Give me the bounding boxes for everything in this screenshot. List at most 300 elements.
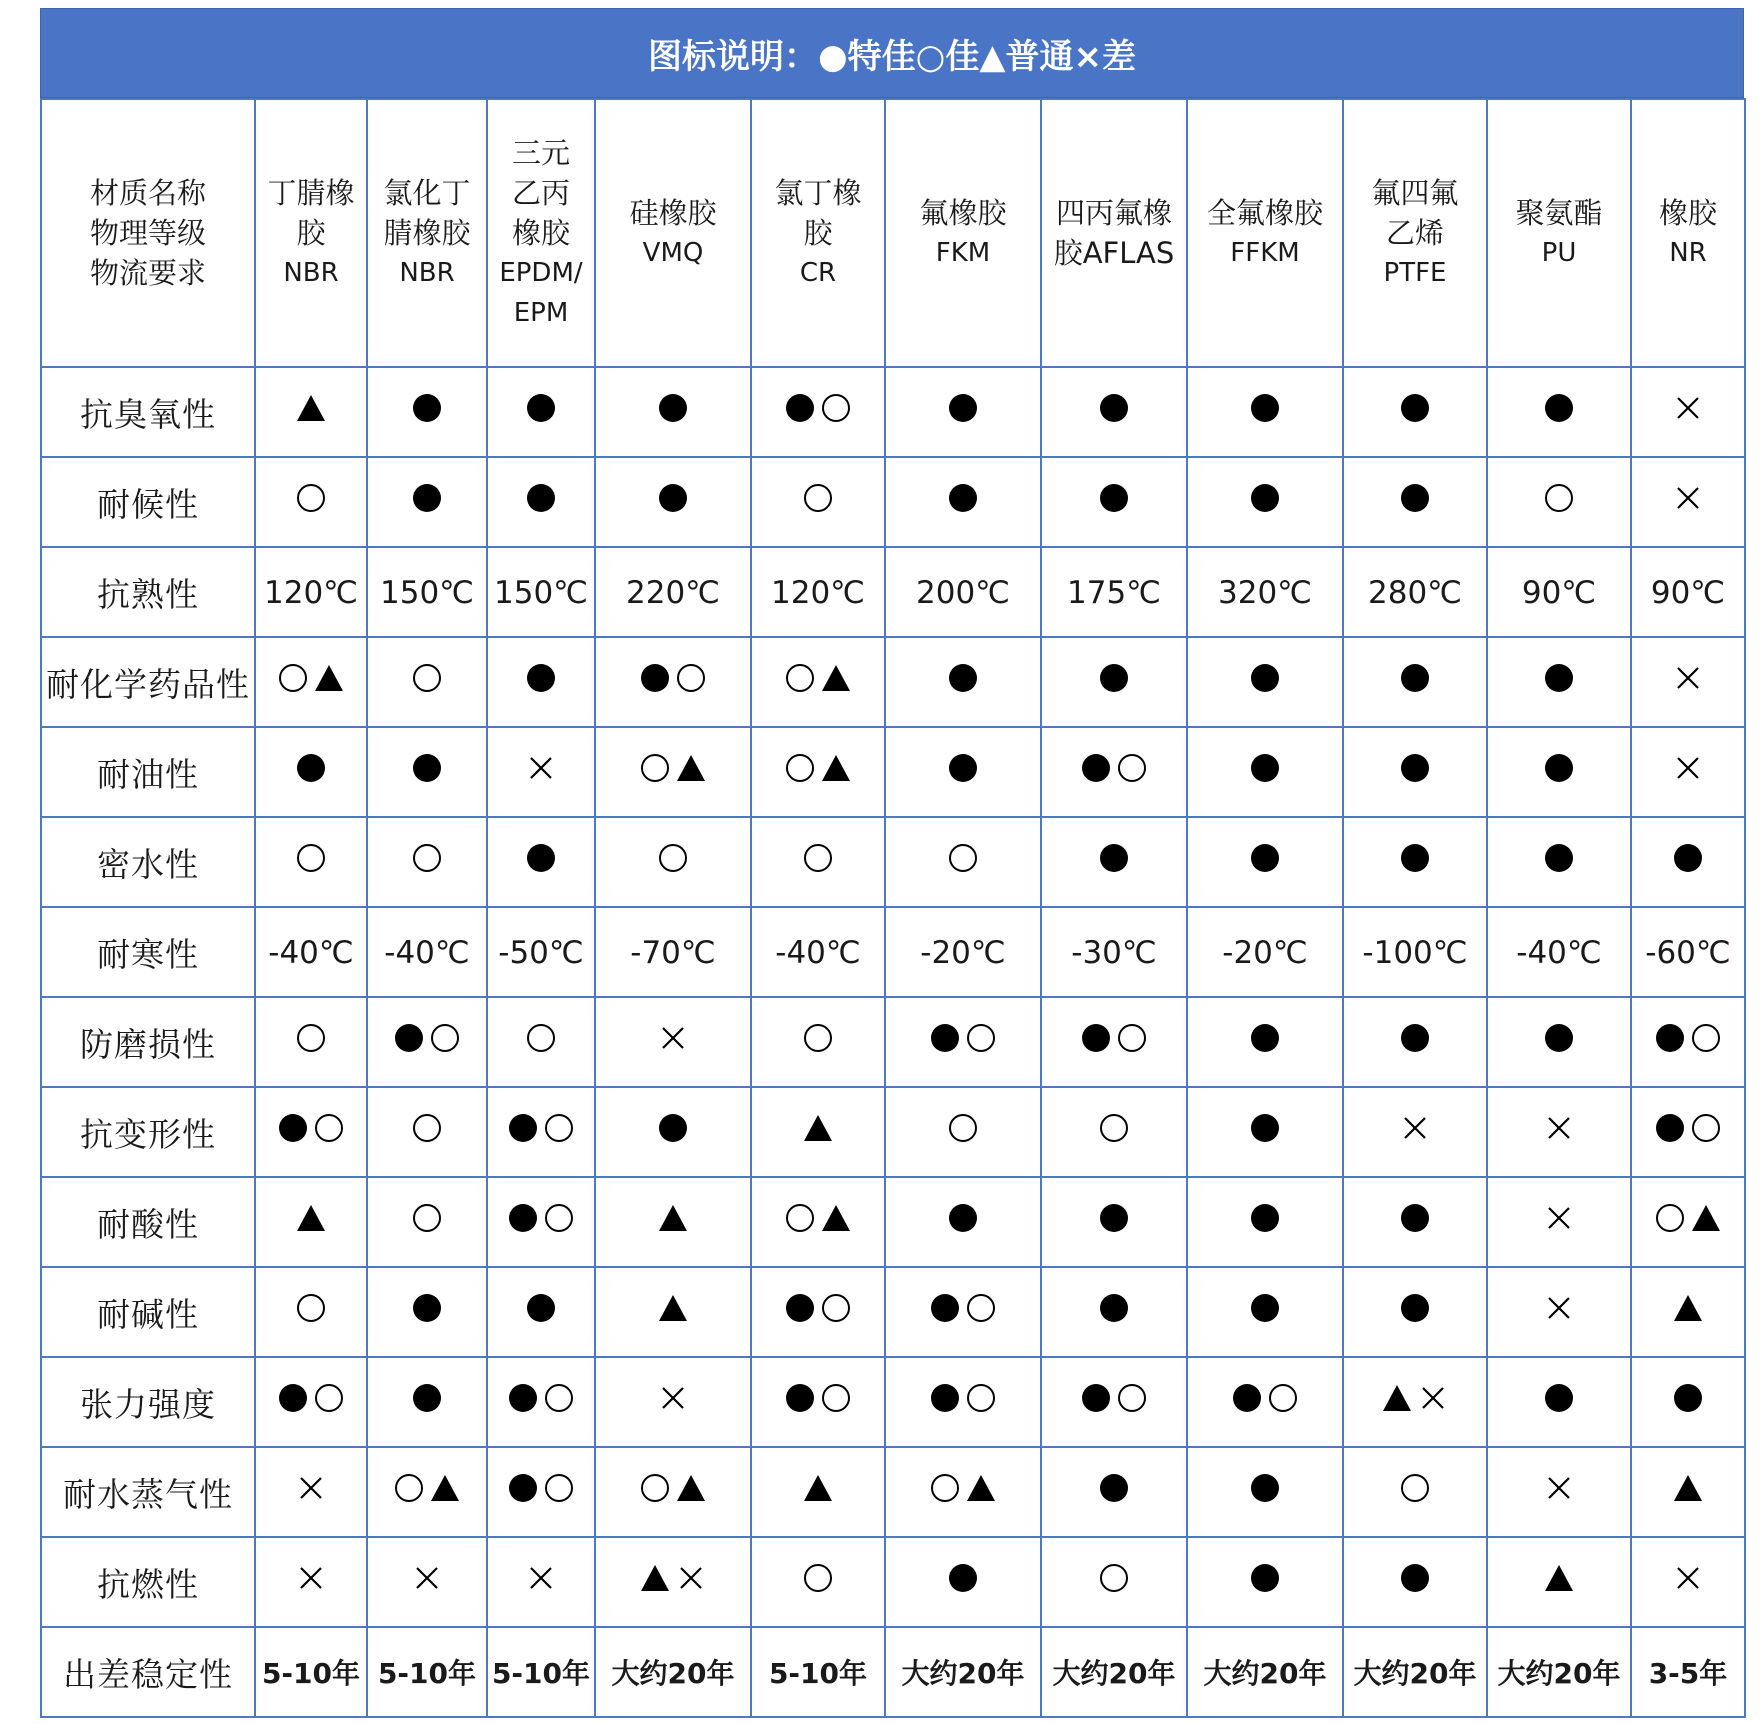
column-code: FKM <box>935 238 991 268</box>
rating-symbols <box>1248 391 1282 425</box>
header-row <box>41 99 1745 367</box>
cross-icon <box>1671 751 1705 785</box>
rating-symbols <box>1542 1201 1576 1235</box>
rating-cell <box>1487 637 1631 727</box>
cross-icon <box>294 1561 328 1595</box>
rating-symbols <box>1248 661 1282 695</box>
filled-circle-icon <box>1097 481 1131 515</box>
filled-circle-icon <box>1542 391 1576 425</box>
row-label: 防磨损性 <box>41 997 255 1087</box>
hollow-circle-icon <box>656 841 690 875</box>
rating-cell <box>885 817 1041 907</box>
triangle-icon <box>801 1471 835 1505</box>
hollow-circle-icon <box>1653 1201 1687 1235</box>
cross-icon <box>674 1561 708 1595</box>
filled-circle-icon <box>656 481 690 515</box>
column-code: EPDM/ <box>499 258 583 288</box>
rating-value: -30℃ <box>1071 935 1157 971</box>
rating-symbols <box>276 661 346 695</box>
cross-icon <box>1542 1471 1576 1505</box>
triangle-icon <box>674 1471 708 1505</box>
rating-cell <box>367 907 487 997</box>
rating-cell <box>487 1177 595 1267</box>
column-name-line: 胶 <box>803 216 833 250</box>
column-name-line: 全氟橡胶 <box>1206 196 1323 230</box>
filled-circle-icon <box>946 481 980 515</box>
rating-cell <box>1187 1447 1343 1537</box>
filled-circle-icon <box>524 661 558 695</box>
row-label: 耐寒性 <box>41 907 255 997</box>
rating-symbols <box>410 1201 444 1235</box>
rating-symbols <box>294 1561 328 1595</box>
rating-cell <box>885 1177 1041 1267</box>
rating-cell <box>1041 1267 1187 1357</box>
filled-circle-icon <box>1398 1291 1432 1325</box>
rating-cell <box>255 727 367 817</box>
filled-circle-icon <box>506 1381 540 1415</box>
rating-symbols <box>1398 1471 1432 1505</box>
hollow-circle-icon <box>294 1291 328 1325</box>
triangle-icon <box>1671 1291 1705 1325</box>
rating-value: 220℃ <box>626 575 720 611</box>
filled-circle-icon <box>1542 1381 1576 1415</box>
filled-circle-icon <box>946 1201 980 1235</box>
rating-symbols <box>1542 1381 1576 1415</box>
rating-cell <box>1041 1537 1187 1627</box>
rating-symbols <box>1671 661 1705 695</box>
hollow-circle-icon <box>542 1381 576 1415</box>
column-name-line: 聚氨酯 <box>1515 196 1603 230</box>
rating-cell <box>1487 1267 1631 1357</box>
rating-cell <box>885 1087 1041 1177</box>
rating-symbols <box>1542 1111 1576 1145</box>
filled-circle-icon <box>1097 391 1131 425</box>
rating-symbols <box>1248 481 1282 515</box>
rating-cell <box>1487 457 1631 547</box>
cross-icon <box>1542 1291 1576 1325</box>
rating-cell <box>1187 817 1343 907</box>
rating-symbols <box>524 391 558 425</box>
rating-cell <box>595 1537 751 1627</box>
column-code: CR <box>799 258 837 288</box>
rating-cell <box>1041 367 1187 457</box>
rating-value: -70℃ <box>630 935 716 971</box>
corner-line: 物流要求 <box>89 256 206 290</box>
table-row <box>41 547 1745 637</box>
hollow-circle-icon <box>801 841 835 875</box>
rating-cell <box>1041 1177 1187 1267</box>
rating-cell <box>1187 367 1343 457</box>
table-row <box>41 1447 1745 1537</box>
cross-icon <box>410 1561 444 1595</box>
triangle-icon <box>656 1291 690 1325</box>
column-header <box>255 99 367 367</box>
hollow-circle-icon <box>783 661 817 695</box>
rating-symbols <box>656 1021 690 1055</box>
rating-symbols <box>294 1021 328 1055</box>
column-name-line: 氟四氟 <box>1371 176 1459 210</box>
rating-cell <box>1187 907 1343 997</box>
corner-line: 物理等级 <box>89 216 206 250</box>
filled-circle-icon <box>410 751 444 785</box>
rating-symbols <box>1542 751 1576 785</box>
column-name-line: 丁腈橡 <box>267 176 355 210</box>
rating-cell <box>595 547 751 637</box>
rating-cell <box>255 1537 367 1627</box>
table-row <box>41 457 1745 547</box>
rating-cell <box>255 907 367 997</box>
rubber-material-sheet <box>40 8 1744 1718</box>
rating-cell <box>1187 1537 1343 1627</box>
rating-symbols <box>783 661 853 695</box>
rating-symbols <box>783 1291 853 1325</box>
rating-value: 280℃ <box>1368 575 1462 611</box>
rating-cell <box>595 1177 751 1267</box>
rating-cell <box>487 547 595 637</box>
hollow-circle-icon <box>1542 481 1576 515</box>
rating-symbols <box>1248 1111 1282 1145</box>
legend-text: 图标说明：●特佳○佳▲普通×差 <box>648 36 1136 77</box>
rating-cell <box>885 1357 1041 1447</box>
rating-symbols <box>946 751 980 785</box>
rating-symbols <box>656 1291 690 1325</box>
rating-symbols <box>524 751 558 785</box>
rating-symbols <box>410 661 444 695</box>
rating-symbols <box>410 481 444 515</box>
rating-symbols <box>1398 481 1432 515</box>
column-header <box>595 99 751 367</box>
rating-symbols <box>410 1111 444 1145</box>
filled-circle-icon <box>656 391 690 425</box>
cross-icon <box>524 751 558 785</box>
filled-circle-icon <box>506 1201 540 1235</box>
rating-cell <box>367 547 487 637</box>
rating-cell <box>751 817 885 907</box>
triangle-icon <box>1542 1561 1576 1595</box>
filled-circle-icon <box>1671 1381 1705 1415</box>
rating-symbols <box>276 1111 346 1145</box>
column-header <box>751 99 885 367</box>
rating-symbols <box>946 391 980 425</box>
rating-symbols <box>928 1021 998 1055</box>
table-row <box>41 997 1745 1087</box>
hollow-circle-icon <box>1097 1561 1131 1595</box>
rating-cell <box>1041 727 1187 817</box>
filled-circle-icon <box>1248 1561 1282 1595</box>
filled-circle-icon <box>294 751 328 785</box>
hollow-circle-icon <box>276 661 310 695</box>
rating-cell <box>1343 727 1487 817</box>
filled-circle-icon <box>1398 661 1432 695</box>
rating-cell <box>751 1087 885 1177</box>
filled-circle-icon <box>506 1111 540 1145</box>
hollow-circle-icon <box>946 1111 980 1145</box>
rating-cell <box>367 997 487 1087</box>
rating-symbols <box>801 1021 835 1055</box>
rating-symbols <box>1248 1021 1282 1055</box>
rating-symbols <box>1671 481 1705 515</box>
rating-symbols <box>1079 751 1149 785</box>
filled-circle-icon <box>1097 1291 1131 1325</box>
filled-circle-icon <box>656 1111 690 1145</box>
rating-cell <box>1631 1177 1745 1267</box>
rating-cell <box>885 907 1041 997</box>
hollow-circle-icon <box>801 1561 835 1595</box>
cross-icon <box>1416 1381 1450 1415</box>
rating-symbols <box>928 1381 998 1415</box>
rating-cell <box>1187 637 1343 727</box>
filled-circle-icon <box>1079 1381 1113 1415</box>
table-row <box>41 817 1745 907</box>
filled-circle-icon <box>410 1291 444 1325</box>
rating-cell <box>1631 1087 1745 1177</box>
row-label: 抗变形性 <box>41 1087 255 1177</box>
rating-cell <box>751 367 885 457</box>
filled-circle-icon <box>1230 1381 1264 1415</box>
hollow-circle-icon <box>783 1201 817 1235</box>
hollow-circle-icon <box>294 841 328 875</box>
rating-symbols <box>392 1471 462 1505</box>
cross-icon <box>1671 1561 1705 1595</box>
filled-circle-icon <box>783 391 817 425</box>
rating-cell <box>1631 997 1745 1087</box>
rating-value: -20℃ <box>920 935 1006 971</box>
rating-cell <box>1631 367 1745 457</box>
hollow-circle-icon <box>428 1021 462 1055</box>
rating-cell <box>751 1447 885 1537</box>
column-code: NBR <box>399 258 455 288</box>
rating-symbols <box>656 1111 690 1145</box>
filled-circle-icon <box>1542 841 1576 875</box>
rating-symbols <box>1097 481 1131 515</box>
rating-symbols <box>1542 1561 1576 1595</box>
hollow-circle-icon <box>312 1381 346 1415</box>
rating-cell <box>751 1537 885 1627</box>
rating-cell <box>1343 1537 1487 1627</box>
rating-cell <box>255 1087 367 1177</box>
rating-symbols <box>1248 841 1282 875</box>
rating-value: 150℃ <box>380 575 474 611</box>
table-row <box>41 1537 1745 1627</box>
column-name-line: 硅橡胶 <box>629 196 717 230</box>
column-header <box>367 99 487 367</box>
row-label: 耐酸性 <box>41 1177 255 1267</box>
rating-symbols <box>1671 1471 1705 1505</box>
table-row <box>41 1177 1745 1267</box>
rating-symbols <box>506 1201 576 1235</box>
rating-symbols <box>1248 1201 1282 1235</box>
rating-cell <box>367 1537 487 1627</box>
rating-cell <box>1343 1177 1487 1267</box>
column-header <box>487 99 595 367</box>
rating-symbols <box>656 841 690 875</box>
filled-circle-icon <box>1653 1021 1687 1055</box>
rating-cell <box>1343 907 1487 997</box>
hollow-circle-icon <box>819 1291 853 1325</box>
row-label: 耐碱性 <box>41 1267 255 1357</box>
rating-symbols <box>801 1471 835 1505</box>
table-row <box>41 1357 1745 1447</box>
hollow-circle-icon <box>312 1111 346 1145</box>
rating-cell <box>1631 1267 1745 1357</box>
column-code: NR <box>1669 238 1707 268</box>
rating-cell <box>487 1087 595 1177</box>
hollow-circle-icon <box>410 661 444 695</box>
column-header <box>885 99 1041 367</box>
hollow-circle-icon <box>1689 1111 1723 1145</box>
rating-cell <box>1343 367 1487 457</box>
rating-symbols <box>1653 1021 1723 1055</box>
rating-cell <box>367 1357 487 1447</box>
rating-cell <box>1487 817 1631 907</box>
hollow-circle-icon <box>1097 1111 1131 1145</box>
filled-circle-icon <box>928 1021 962 1055</box>
rating-cell <box>595 727 751 817</box>
rating-cell <box>487 907 595 997</box>
rating-cell <box>751 997 885 1087</box>
rating-cell <box>751 1177 885 1267</box>
hollow-circle-icon <box>946 841 980 875</box>
filled-circle-icon <box>783 1291 817 1325</box>
rating-cell <box>1041 457 1187 547</box>
rating-cell <box>255 547 367 637</box>
filled-circle-icon <box>1248 1471 1282 1505</box>
rating-cell <box>1041 1357 1187 1447</box>
filled-circle-icon <box>1248 1021 1282 1055</box>
filled-circle-icon <box>1248 841 1282 875</box>
rating-cell <box>367 1087 487 1177</box>
rating-value: -40℃ <box>1516 935 1602 971</box>
rating-cell <box>1187 1357 1343 1447</box>
filled-circle-icon <box>1097 1201 1131 1235</box>
column-name-line: 氟橡胶 <box>919 196 1007 230</box>
rating-cell <box>1631 637 1745 727</box>
filled-circle-icon <box>928 1291 962 1325</box>
filled-circle-icon <box>946 391 980 425</box>
filled-circle-icon <box>1097 661 1131 695</box>
stability-cell: 5-10年 <box>751 1627 885 1717</box>
rating-cell <box>487 1357 595 1447</box>
rating-symbols <box>1671 391 1705 425</box>
rating-cell <box>487 1537 595 1627</box>
rating-cell <box>1487 727 1631 817</box>
triangle-icon <box>819 1201 853 1235</box>
rating-symbols <box>1097 1291 1131 1325</box>
cross-icon <box>1398 1111 1432 1145</box>
rating-cell <box>1631 457 1745 547</box>
filled-circle-icon <box>1653 1111 1687 1145</box>
column-code: PTFE <box>1383 258 1447 288</box>
hollow-circle-icon <box>524 1021 558 1055</box>
material-property-table <box>40 98 1746 1718</box>
rating-symbols <box>1230 1381 1300 1415</box>
rating-symbols <box>506 1471 576 1505</box>
filled-circle-icon <box>1671 841 1705 875</box>
filled-circle-icon <box>410 391 444 425</box>
rating-cell <box>885 997 1041 1087</box>
rating-symbols <box>946 481 980 515</box>
hollow-circle-icon <box>294 481 328 515</box>
table-row <box>41 907 1745 997</box>
rating-value: 90℃ <box>1650 575 1726 611</box>
rating-symbols <box>410 841 444 875</box>
rating-symbols <box>294 481 328 515</box>
cross-icon <box>294 1471 328 1505</box>
rating-cell <box>255 1267 367 1357</box>
filled-circle-icon <box>524 391 558 425</box>
row-label: 耐候性 <box>41 457 255 547</box>
filled-circle-icon <box>638 661 672 695</box>
rating-cell <box>1487 1447 1631 1537</box>
rating-symbols <box>410 1381 444 1415</box>
rating-symbols <box>1398 1201 1432 1235</box>
table-row <box>41 1087 1745 1177</box>
rating-cell <box>1041 637 1187 727</box>
rating-value: -60℃ <box>1645 935 1731 971</box>
filled-circle-icon <box>1248 1201 1282 1235</box>
rating-symbols <box>294 1201 328 1235</box>
row-label: 耐化学药品性 <box>41 637 255 727</box>
rating-cell <box>751 727 885 817</box>
rating-symbols <box>783 1381 853 1415</box>
hollow-circle-icon <box>964 1381 998 1415</box>
hollow-circle-icon <box>638 1471 672 1505</box>
rating-cell <box>751 457 885 547</box>
filled-circle-icon <box>1398 751 1432 785</box>
filled-circle-icon <box>1542 751 1576 785</box>
rating-symbols <box>294 1471 328 1505</box>
rating-cell <box>1041 547 1187 637</box>
stability-cell: 大约20年 <box>1487 1627 1631 1717</box>
rating-cell <box>1187 997 1343 1087</box>
rating-cell <box>1187 727 1343 817</box>
rating-symbols <box>1248 1561 1282 1595</box>
hollow-circle-icon <box>964 1021 998 1055</box>
row-label: 抗臭氧性 <box>41 367 255 457</box>
rating-value: 120℃ <box>264 575 358 611</box>
table-row <box>41 1267 1745 1357</box>
triangle-icon <box>1671 1471 1705 1505</box>
rating-value: -40℃ <box>775 935 861 971</box>
rating-value: -100℃ <box>1362 935 1468 971</box>
filled-circle-icon <box>946 751 980 785</box>
rating-cell <box>1487 1537 1631 1627</box>
rating-cell <box>1041 1087 1187 1177</box>
rating-symbols <box>946 1201 980 1235</box>
rating-symbols <box>1248 1291 1282 1325</box>
rating-symbols <box>1542 1291 1576 1325</box>
rating-symbols <box>410 1291 444 1325</box>
rating-symbols <box>801 481 835 515</box>
rating-cell <box>487 997 595 1087</box>
rating-cell <box>1343 637 1487 727</box>
rating-symbols <box>294 391 328 425</box>
filled-circle-icon <box>1248 751 1282 785</box>
column-name-line: 腈橡胶 <box>383 216 471 250</box>
hollow-circle-icon <box>410 841 444 875</box>
rating-cell <box>1187 1087 1343 1177</box>
cross-icon <box>656 1381 690 1415</box>
rating-symbols <box>1542 1021 1576 1055</box>
hollow-circle-icon <box>542 1111 576 1145</box>
rating-symbols <box>1398 1111 1432 1145</box>
rating-symbols <box>1079 1381 1149 1415</box>
rating-cell <box>885 367 1041 457</box>
row-label: 张力强度 <box>41 1357 255 1447</box>
rating-symbols <box>1542 391 1576 425</box>
column-code: NBR <box>283 258 339 288</box>
rating-cell <box>367 1267 487 1357</box>
